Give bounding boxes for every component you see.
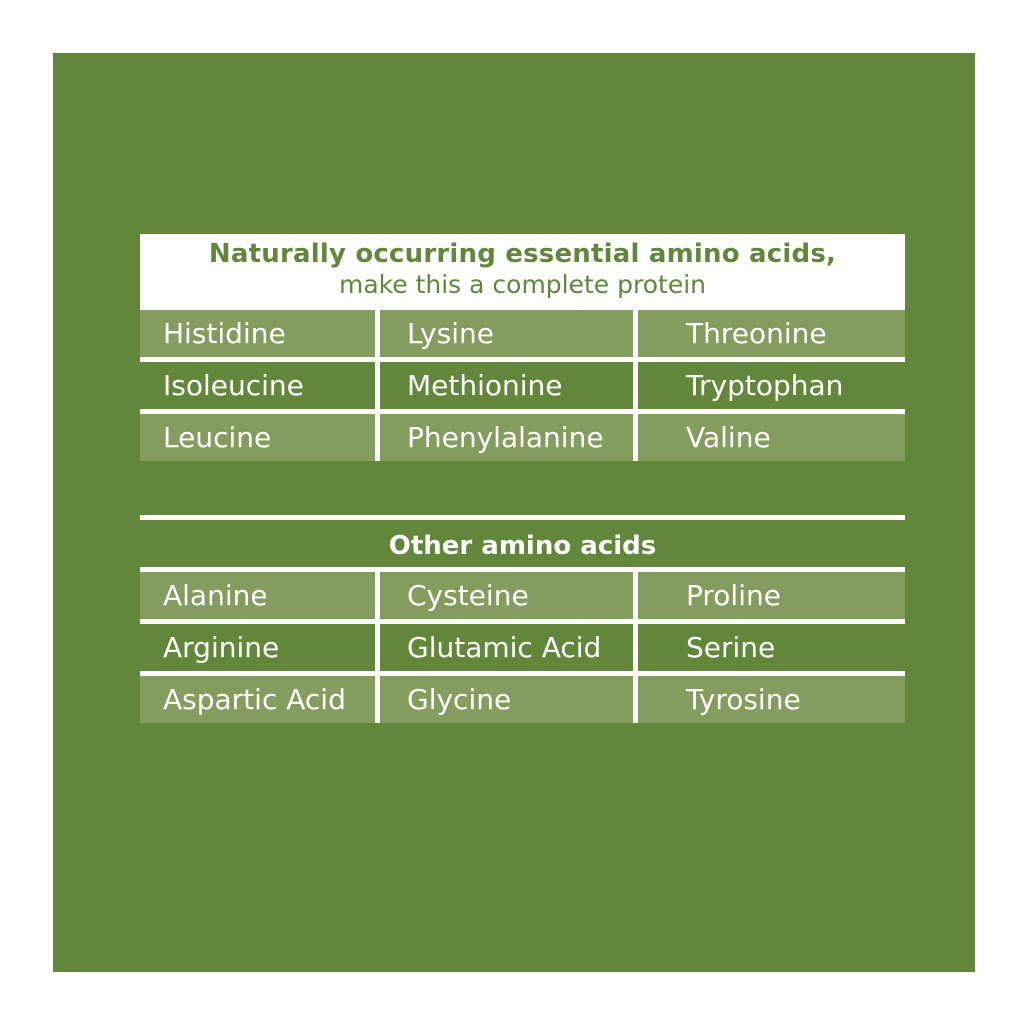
table-cell: Cysteine <box>375 572 633 619</box>
table-row <box>140 305 905 357</box>
table-cell: Tyrosine <box>633 676 905 723</box>
essential-amino-acids-table <box>140 234 905 461</box>
table-row <box>140 567 905 619</box>
table-cell: Glutamic Acid <box>375 624 633 671</box>
table-row <box>140 671 905 723</box>
table-cell: Lysine <box>375 310 633 357</box>
table-cell: Isoleucine <box>163 369 304 402</box>
other-amino-acids-table <box>140 515 905 723</box>
table-cell: Proline <box>633 572 905 619</box>
table-cell: Histidine <box>163 317 286 350</box>
table-cell: Aspartic Acid <box>163 683 346 716</box>
table-cell: Leucine <box>163 421 272 454</box>
essential-table-title: Naturally occurring essential amino acids, <box>208 239 837 269</box>
table-cell: Arginine <box>163 631 280 664</box>
table-cell: Threonine <box>633 310 905 357</box>
table-row <box>140 357 905 409</box>
green-panel <box>53 53 975 972</box>
table-cell: Methionine <box>375 362 633 409</box>
table-cell: Tryptophan <box>633 362 905 409</box>
table-cell: Phenylalanine <box>375 414 633 461</box>
table-cell: Glycine <box>375 676 633 723</box>
table-cell: Alanine <box>163 579 268 612</box>
essential-table-subtitle: make this a complete protein <box>338 270 706 299</box>
other-table-title: Other amino acids <box>140 520 905 567</box>
table-cell: Valine <box>633 414 905 461</box>
table-row <box>140 409 905 461</box>
essential-table-header <box>140 234 905 305</box>
table-cell: Serine <box>633 624 905 671</box>
table-row <box>140 619 905 671</box>
